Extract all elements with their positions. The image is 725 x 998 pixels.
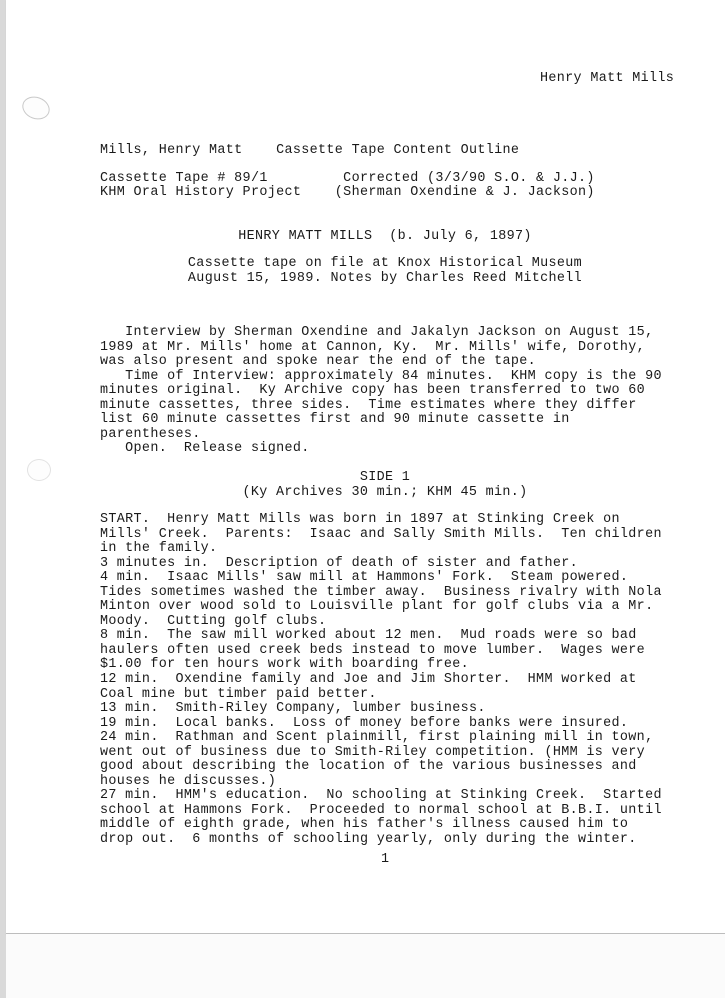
scanner-bed <box>6 934 725 998</box>
side-heading <box>90 471 680 500</box>
intro-line: minutes original. Ky Archive copy has been transferred to two 60 <box>100 383 646 399</box>
intro-line: Open. Release signed. <box>100 441 310 457</box>
entry-line: START. Henry Matt Mills was born in 1897 at Stinking Creek on <box>100 512 620 527</box>
entry-line: went out of business due to Smith-Riley competition. (HMM is very <box>100 744 646 760</box>
entry-line: Mills' Creek. Parents: Isaac and Sally Smith Mills. Ten children <box>100 526 662 542</box>
document-title: HENRY MATT MILLS (b. July 6, 1897) <box>238 229 532 244</box>
intro-paragraph <box>100 326 700 457</box>
intro-line: parentheses. <box>100 426 201 442</box>
entry-line: in the family. <box>100 541 218 557</box>
entry-line: Tides sometimes washed the timber away. Business rivalry with Nola <box>100 584 662 600</box>
entry-line: Coal mine but timber paid better. <box>100 686 377 702</box>
entry-line: good about describing the location of the various businesses and <box>100 759 637 775</box>
entry-line: 19 min. Local banks. Loss of money before banks were insured. <box>100 715 629 731</box>
intro-line: was also present and spoke near the end of the tape. <box>100 354 537 370</box>
intro-line: Interview by Sherman Oxendine and Jakalyn Jackson on August 15, <box>100 325 654 340</box>
intro-line: 1989 at Mr. Mills' home at Cannon, Ky. Mr. Mills' wife, Dorothy, <box>100 339 646 355</box>
entry-line: school at Hammons Fork. Proceeded to normal school at B.B.I. until <box>100 802 662 818</box>
catalog-line-name-outline: Mills, Henry Matt Cassette Tape Content Outline <box>100 143 520 158</box>
catalog-line-tape-number: Cassette Tape # 89/1 Corrected (3/3/90 S.O. & J.J.) <box>100 171 595 186</box>
intro-line: list 60 minute cassettes first and 90 minute cassette in <box>100 412 570 428</box>
entry-line: drop out. 6 months of schooling yearly, only during the winter. <box>100 832 637 848</box>
side-label: SIDE 1 <box>359 470 411 485</box>
entry-line: $1.00 for ten hours work with boarding free. <box>100 657 469 673</box>
page-number: 1 <box>380 852 390 867</box>
entry-line: 24 min. Rathman and Scent plainmill, first plaining mill in town, <box>100 730 654 746</box>
subtitle-line: Cassette tape on file at Knox Historical Museum <box>187 256 583 271</box>
intro-line: minute cassettes, three sides. Time estimates where they differ <box>100 397 637 413</box>
running-header: Henry Matt Mills <box>540 71 675 86</box>
entry-line: 27 min. HMM's education. No schooling at Stinking Creek. Started <box>100 788 662 804</box>
entry-line: Moody. Cutting golf clubs. <box>100 613 327 629</box>
subtitle-line: August 15, 1989. Notes by Charles Reed Mitchell <box>187 270 583 286</box>
catalog-line-project: KHM Oral History Project (Sherman Oxendine & J. Jackson) <box>100 185 595 200</box>
side-durations: (Ky Archives 30 min.; KHM 45 min.) <box>242 484 528 500</box>
entry-line: 8 min. The saw mill worked about 12 men. Mud roads were so bad <box>100 628 637 644</box>
entry-line: houses he discusses.) <box>100 773 277 789</box>
entry-line: Minton over wood sold to Louisville plant for golf clubs via a Mr. <box>100 599 654 615</box>
entry-line: 3 minutes in. Description of death of sister and father. <box>100 555 578 571</box>
entry-line: 13 min. Smith-Riley Company, lumber business. <box>100 701 486 717</box>
intro-line: Time of Interview: approximately 84 minutes. KHM copy is the 90 <box>100 368 662 384</box>
entry-line: haulers often used creek beds instead to move lumber. Wages were <box>100 642 646 658</box>
entry-line: 4 min. Isaac Mills' saw mill at Hammons' Fork. Steam powered. <box>100 570 629 586</box>
document-subtitle <box>90 257 680 286</box>
entry-line: 12 min. Oxendine family and Joe and Jim Shorter. HMM worked at <box>100 672 637 688</box>
punch-hole-mark <box>27 459 51 481</box>
entry-line: middle of eighth grade, when his father's illness caused him to <box>100 817 629 833</box>
tape-entries <box>100 513 700 848</box>
